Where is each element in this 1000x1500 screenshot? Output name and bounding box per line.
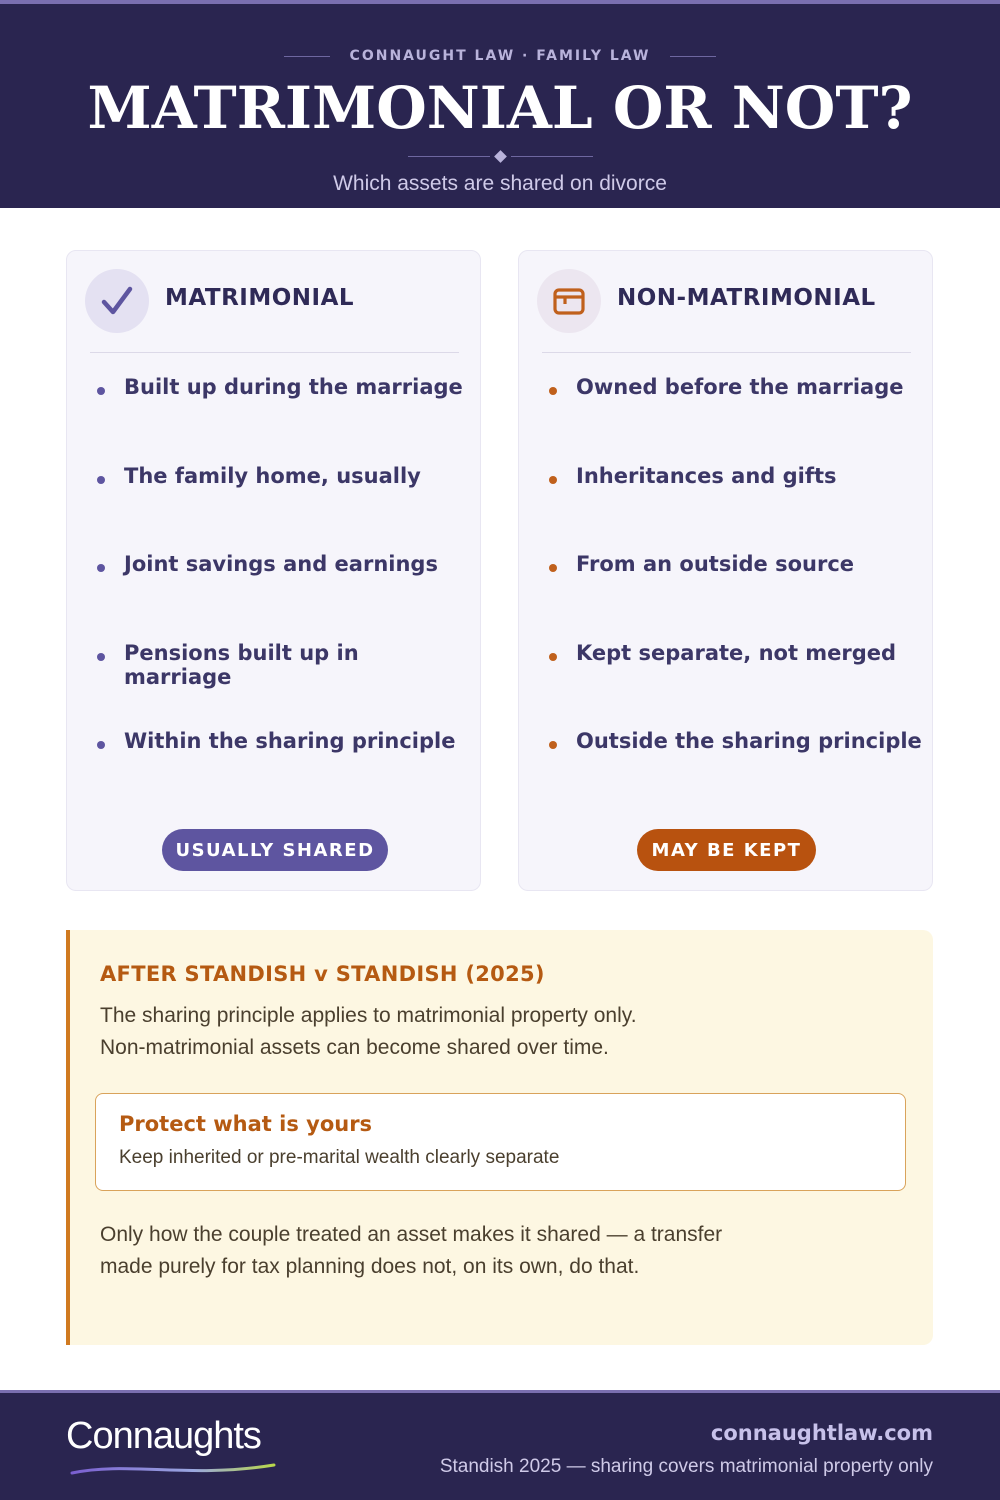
matrimonial-card	[66, 250, 481, 891]
bullet-icon	[97, 741, 105, 749]
list-item-label: The family home, usually	[124, 463, 421, 488]
card-title: MATRIMONIAL	[165, 285, 355, 311]
non-matrimonial-card	[518, 250, 933, 891]
title-divider	[0, 152, 1000, 161]
list-item-label: Outside the sharing principle	[576, 729, 922, 753]
list-item-label: Owned before the marriage	[576, 375, 904, 399]
list-item	[97, 464, 472, 553]
list-item	[549, 464, 924, 553]
non-matrimonial-list	[549, 375, 924, 818]
list-item-label: Pensions built up in marriage	[124, 640, 359, 689]
standish-note-panel	[66, 930, 933, 1345]
list-item	[549, 552, 924, 641]
bullet-icon	[549, 476, 557, 484]
card-title: NON-MATRIMONIAL	[617, 285, 876, 311]
list-item	[549, 729, 924, 818]
note-heading: AFTER STANDISH v STANDISH (2025)	[100, 962, 545, 986]
bullet-icon	[97, 564, 105, 572]
card-divider	[90, 352, 459, 353]
list-item	[549, 641, 924, 730]
connaughts-logo	[66, 1415, 286, 1475]
list-item-label: Kept separate, not merged	[576, 640, 897, 665]
divider-line-left	[408, 156, 490, 157]
list-item	[97, 552, 472, 641]
page-title: MATRIMONIAL OR NOT?	[87, 74, 913, 142]
page-subtitle: Which assets are shared on divorce	[333, 172, 667, 195]
list-item-label: Within the sharing principle	[124, 729, 456, 753]
note-body-line: Non-matrimonial assets can become shared over time.	[100, 1036, 609, 1059]
diamond-icon	[494, 150, 507, 163]
note-footer-line: Only how the couple treated an asset makes it shared — a transfer	[100, 1223, 723, 1246]
list-item	[549, 375, 924, 464]
may-be-kept-badge: MAY BE KEPT	[637, 829, 816, 871]
note-body	[100, 1000, 860, 1064]
bullet-icon	[549, 741, 557, 749]
bullet-icon	[97, 653, 105, 661]
list-item-label: From an outside source	[576, 552, 855, 576]
list-item-label: Inheritances and gifts	[576, 463, 837, 488]
eyebrow-line-right	[670, 56, 716, 57]
bullet-icon	[549, 387, 557, 395]
bullet-icon	[549, 564, 557, 572]
list-item	[97, 375, 472, 464]
window-icon	[537, 269, 601, 333]
website-link[interactable]: connaughtlaw.com	[710, 1421, 933, 1445]
logo-swoosh-icon	[68, 1457, 278, 1479]
note-footer-line: made purely for tax planning does not, on its own, do that.	[100, 1255, 640, 1278]
list-item	[97, 729, 472, 818]
eyebrow-line-left	[284, 56, 330, 57]
logo-wordmark: Connaughts	[66, 1415, 261, 1457]
check-icon	[85, 269, 149, 333]
note-body-line: The sharing principle applies to matrimonial property only.	[100, 1004, 637, 1027]
list-item-label: Joint savings and earnings	[124, 552, 438, 576]
protect-callout	[95, 1093, 906, 1191]
bullet-icon	[549, 653, 557, 661]
note-footer-text	[100, 1219, 860, 1283]
bullet-icon	[97, 476, 105, 484]
eyebrow-text: CONNAUGHT LAW · FAMILY LAW	[349, 48, 651, 64]
header-banner	[0, 0, 1000, 208]
list-item-label: Built up during the marriage	[124, 375, 463, 399]
bullet-icon	[97, 387, 105, 395]
card-divider	[542, 352, 911, 353]
usually-shared-badge: USUALLY SHARED	[162, 829, 388, 871]
matrimonial-list	[97, 375, 472, 818]
divider-line-right	[511, 156, 593, 157]
eyebrow-row	[0, 48, 1000, 64]
callout-title: Protect what is yours	[119, 1112, 373, 1136]
callout-text: Keep inherited or pre-marital wealth clearly separate	[119, 1147, 560, 1168]
footer-bar	[0, 1390, 1000, 1500]
footer-tagline: Standish 2025 — sharing covers matrimonial property only	[439, 1456, 933, 1477]
list-item	[97, 641, 472, 730]
